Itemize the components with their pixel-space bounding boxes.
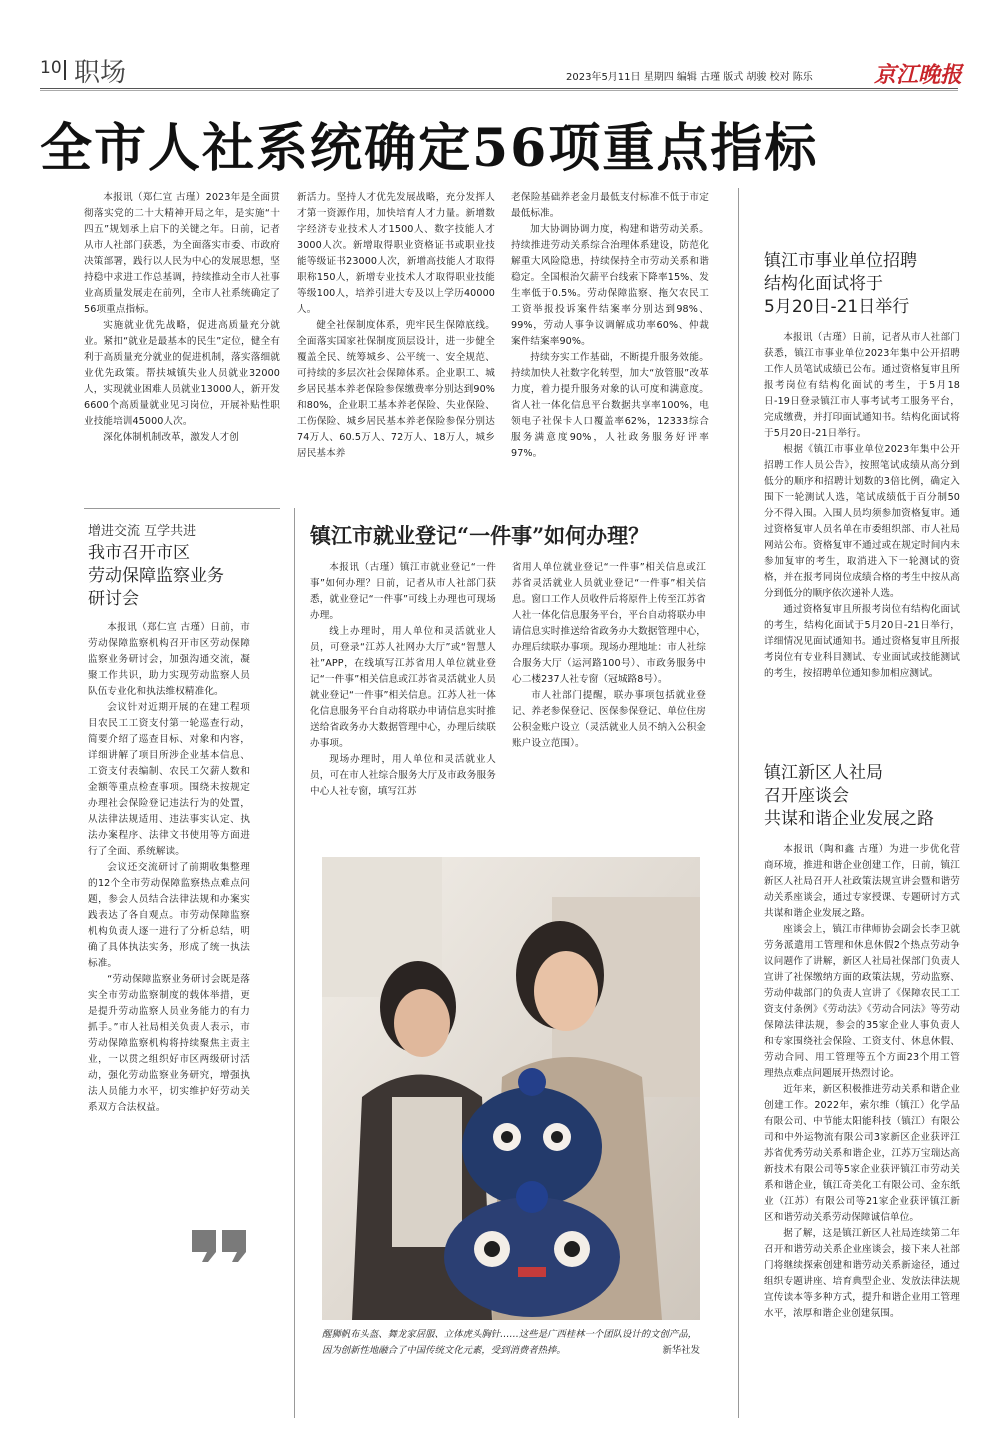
paragraph: 会议还交流研讨了前期收集整理的12个全市劳动保障监察热点难点问题，参会人员结合法律法规和办案实践表达了各自观点。市劳动保障监察机构负责人逐一进行了分析总结，明确了具体执法实务，形成了统一执法标准。: [88, 862, 250, 969]
main-story-col2: [297, 190, 495, 462]
paragraph: 现场办理时，用人单位和灵活就业人员，可在市人社综合服务大厅及市政务服务中心人社专窗，填写江苏: [310, 754, 496, 797]
paragraph: 加大协调协调力度，构建和谐劳动关系。持续推进劳动关系综合治理体系建设，防范化解重大风险隐患，持续保持全市劳动关系和谐稳定。全国根治欠薪平台线索下降率15%、发生率低于0.5%。劳动保障监察、拖欠农民工工资举报投诉案件结案率分别达到98%、99%，劳动人事争议调解成功率60%、仲裁案件结案率90%。: [511, 224, 709, 347]
side-story-1-title: [764, 250, 964, 319]
main-story-col1: [84, 190, 280, 446]
left-story-body: [88, 620, 250, 1116]
paragraph: 通过资格复审且所报考岗位有结构化面试的考生，结构化面试于5月20日-21日举行，详细情况见面试通知书。通过资格复审且所报考岗位有专业科目测试、专业面试或技能测试的考生，按招聘单位通知参加相应测试。: [764, 604, 960, 679]
paragraph: 近年来，新区积极推进劳动关系和谐企业创建工作。2022年，索尔维（镇江）化学品有限公司、中节能太阳能科技（镇江）有限公司和中外运物流有限公司3家新区企业获评江苏省优秀劳动关系和谐企业，江苏万宝瑞达高新技术有限公司等5家企业获评镇江市劳动关系和谐企业，镇江奇美化工有限公司、金东纸业（江苏）有限公司等21家企业获评镇江新区和谐劳动关系劳动保障诚信单位。: [764, 1084, 960, 1223]
paragraph: 根据《镇江市事业单位2023年集中公开招聘工作人员公告》，按照笔试成绩从高分到低分的顺序和招聘计划数的3倍比例，确定入围下一轮测试人选，笔试成绩低于百分制50分不得入围。入围人员均须参加资格复审。通过资格复审人员名单在市委组织部、市人社局网站公布。资格复审不通过或在规定时间内未参加复审的考生，取消进入下一轮测试的资格，并在报考同岗位成绩合格的考生中按从高分到低分的顺序依次递补人选。: [764, 444, 960, 599]
column-divider: [738, 188, 739, 1418]
paragraph: 深化体制机制改革，激发人才创: [103, 432, 239, 443]
center-story-title: 镇江市就业登记“一件事”如何办理？: [310, 523, 650, 548]
side-story-1-body: [764, 330, 960, 682]
paragraph: “劳动保障监察业务研讨会既是落实全市劳动监察制度的载体举措，更是提升劳动监察人员业务能力的有力抓手。”市人社局相关负责人表示，市劳动保障监察机构将持续聚焦主责主业，一以贯之组织好市区两级研讨活动，强化劳动监察业务研究，增强执法人员能力水平，切实维护好劳动关系双方合法权益。: [88, 974, 250, 1113]
photo-credit: 新华社发: [662, 1345, 700, 1356]
main-headline: 全市人社系统确定56项重点指标: [40, 118, 819, 179]
paragraph: 持续夯实工作基础，不断提升服务效能。持续加快人社数字化转型，加大“放管服”改革力度，着力提升服务对象的认可度和满意度。省人社一体化信息平台数据共享率100%，电领电子社保卡人口覆盖率62%，12333综合服务满意度90%，人社政务服务好评率97%。: [511, 352, 709, 459]
paragraph: 本报讯（古瑾）日前，记者从市人社部门获悉，镇江市事业单位2023年集中公开招聘工作人员笔试成绩已公布。通过资格复审且所报考岗位有结构化面试的考生，于5月18日-19日登录镇江市人事考试考工服务平台，完成缴费，并打印面试通知书。结构化面试将于5月20日-21日举行。: [764, 332, 960, 439]
newspaper-logo: 京江晚报: [874, 62, 963, 88]
paragraph: 座谈会上，镇江市律师协会副会长李卫就劳务派遣用工管理和休息休假2个热点劳动争议问题作了讲解，新区人社局社保部门负责人宣讲了社保缴纳方面的政策法规，劳动监察、劳动仲裁部门的负责人宣讲了《保障农民工工资支付条例》《劳动法》《劳动合同法》等劳动保障法律法规，参会的35家企业人事负责人和专家围绕社会保险、工资支付、休息休假、劳动合同、用工管理等五个方面23个用工管理热点难点问题展开热烈讨论。: [764, 924, 960, 1079]
paragraph: 本报讯（郑仁宣 古瑾）2023年是全面贯彻落实党的二十大精神开局之年，是实施“十四五”规划承上启下的关键之年。日前，记者从市人社部门获悉，为全面落实市委、市政府决策部署，践行以人民为中心的发展思想，坚持稳中求进工作总基调，持续推动全市人社事业高质量发展走在前列，全市人社系统确定了56项重点指标。: [84, 192, 280, 315]
paragraph: 市人社部门提醒，联办事项包括就业登记、养老参保登记、医保参保登记、单位住房公积金账户设立（灵活就业人员不纳入公积金账户设立范围）。: [512, 690, 706, 749]
paragraph: 会议针对近期开展的在建工程项目农民工工资支付第一轮巡查行动，简要介绍了巡查目标、对象和内容，详细讲解了项目所涉企业基本信息、工资支付表编制、农民工欠薪人数和金额等重点检查事项。围绕未按规定办理社会保险登记违法行为的处置，从法律法规适用、违法事实认定、执法办案程序、法律文书使用等方面进行了全面、系统解读。: [88, 702, 250, 857]
section-name: 职场: [74, 58, 127, 88]
left-story-title: [88, 542, 278, 611]
header-rule: [40, 88, 958, 89]
paragraph: 老保险基础养老金月最低支付标准不低于市定最低标准。: [511, 192, 709, 219]
column-divider: [294, 508, 295, 1418]
paragraph: 实施就业优先战略，促进高质量充分就业。紧扣“就业是最基本的民生”定位，健全有利于高质量充分就业的促进机制，落实落细就业优先政策。帮扶城镇失业人员就业32000人，实现就业困难人员就业13000人，新开发6600个高质量就业见习岗位，开展补贴性职业技能培训45000人次。: [84, 320, 280, 427]
title-line: 研讨会: [88, 589, 139, 609]
center-story-col1: [310, 560, 496, 800]
center-story-col2: [512, 560, 706, 752]
side-story-2-body: [764, 842, 960, 1322]
left-story-kicker: 增进交流 互学共进: [88, 524, 197, 539]
title-line: 结构化面试将于: [764, 274, 883, 294]
paragraph: 本报讯（古瑾）镇江市就业登记“一件事”如何办理？日前，记者从市人社部门获悉，就业登记“一件事”可线上办理也可现场办理。: [310, 562, 496, 621]
photo-illustration: [322, 857, 700, 1320]
title-line: 镇江市事业单位招聘: [764, 251, 917, 271]
page-number: 10: [40, 58, 62, 78]
news-photo: [322, 857, 700, 1320]
title-line: 召开座谈会: [764, 786, 849, 806]
title-line: 镇江新区人社局: [764, 763, 883, 783]
paragraph: 健全社保制度体系，兜牢民生保障底线。全面落实国家社保制度顶层设计，进一步健全覆盖全民、统筹城乡、公平统一、安全规范、可持续的多层次社会保障体系。企业职工、城乡居民基本养老保险参保缴费率分别达到90%和80%，企业职工基本养老保险、失业保险、工伤保险、城乡居民基本养老保险参保分别达74万人、60.5万人、72万人、18万人，城乡居民基本养: [297, 320, 495, 459]
paragraph: 据了解，这是镇江新区人社局连续第二年召开和谐劳动关系企业座谈会，接下来人社部门将继续探索创建和谐劳动关系新途径，通过组织专题讲座、培育典型企业、发放法律法规宣传读本等多种方式，提升和谐企业用工管理水平，浓厚和谐企业创建氛围。: [764, 1228, 960, 1319]
main-story-col3: [511, 190, 709, 462]
title-line: 共谋和谐企业发展之路: [764, 809, 934, 829]
paragraph: 新活力。坚持人才优先发展战略，充分发挥人才第一资源作用，加快培育人才力量。新增数字经济专业技术人才1500人、数字技能人才3000人次。新增取得职业资格证书或职业技能等级证书23000人次，新增高技能人才取得职称150人，新增专业技术人才取得职业技能等级100人，培养引进大专及以上学历40000人。: [297, 192, 495, 315]
paragraph: 线上办理时，用人单位和灵活就业人员，可登录“江苏人社网办大厅”或“智慧人社”APP，在线填写江苏省用人单位就业登记“一件事”相关信息或江苏省灵活就业人员就业登记“一件事”相关信息。江苏人社一体化信息服务平台自动将联办申请信息实时推送给省政务办大数据管理中心，办理后续联办事项。: [310, 626, 496, 749]
title-line: 劳动保障监察业务: [88, 566, 224, 586]
title-line: 我市召开市区: [88, 543, 190, 563]
paragraph: 省用人单位就业登记“一件事”相关信息或江苏省灵活就业人员就业登记“一件事”相关信息。窗口工作人员收件后将原件上传至江苏省人社一体化信息服务平台，平台自动将联办申请信息实时推送给省政务办大数据管理中心，办理后续联办事项。现场办理地址：市人社综合服务大厅（运河路100号）、市政务服务中心二楼237人社专窗（冠城路8号）。: [512, 562, 706, 685]
caption-text: 醒狮帆布头盔、舞龙家居服、立体虎头胸针……这些是广西桂林一个团队设计的文创产品，因为创新性地融合了中国传统文化元素，受到消费者热捧。: [322, 1329, 698, 1356]
paragraph: 本报讯（陶和鑫 古瑾）为进一步优化营商环境，推进和谐企业创建工作，日前，镇江新区人社局召开人社政策法规宣讲会暨和谐劳动关系座谈会，通过专家授课、专题研讨方式共谋和谐企业发展之路。: [764, 844, 960, 919]
header-divider: [64, 60, 66, 80]
quote-mark-icon: [190, 1228, 248, 1264]
header-rule-thin: [40, 90, 958, 91]
side-story-2-title: [764, 762, 964, 831]
paragraph: 本报讯（郑仁宣 古瑾）日前，市劳动保障监察机构召开市区劳动保障监察业务研讨会，加强沟通交流，凝聚工作共识，助力实现劳动监察人员队伍专业化和执法维权精准化。: [88, 622, 250, 697]
date-line: 2023年5月11日 星期四 编辑 古瑾 版式 胡骏 校对 陈乐: [566, 72, 813, 83]
photo-caption: [322, 1327, 700, 1359]
section-rule: [84, 508, 280, 509]
title-line: 5月20日-21日举行: [764, 297, 910, 317]
